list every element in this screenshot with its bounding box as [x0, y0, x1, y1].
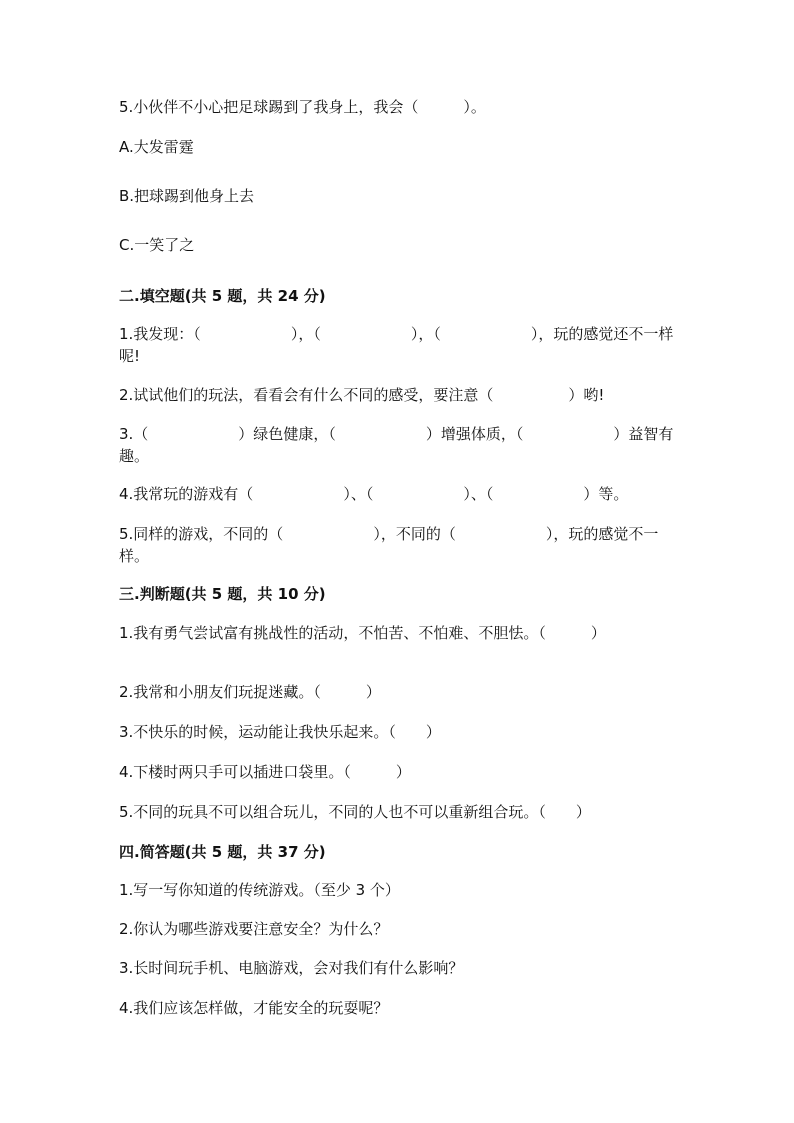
section-heading-fill-in: 二.填空题(共 5 题，共 24 分) — [119, 287, 326, 305]
short-question-2: 2.你认为哪些游戏要注意安全？为什么？ — [119, 920, 389, 938]
judge-question-3: 3.不快乐的时候，运动能让我快乐起来。（ ） — [119, 723, 441, 741]
question-choice-5: 5.小伙伴不小心把足球踢到了我身上，我会（ ）。 — [119, 98, 486, 116]
fill-question-5: 5.同样的游戏，不同的（ ），不同的（ ），玩的感觉不一样。 — [119, 525, 659, 565]
option-c: C.一笑了之 — [119, 236, 195, 254]
option-a: A.大发雷霆 — [119, 138, 194, 156]
fill-question-3: 3.（ ）绿色健康，（ ）增强体质，（ ）益智有趣。 — [119, 425, 674, 465]
short-question-3: 3.长时间玩手机、电脑游戏，会对我们有什么影响？ — [119, 959, 464, 977]
short-question-4: 4.我们应该怎样做，才能安全的玩耍呢？ — [119, 999, 389, 1017]
fill-question-4: 4.我常玩的游戏有（ ）、（ ）、（ ）等。 — [119, 485, 629, 503]
fill-question-2: 2.试试他们的玩法，看看会有什么不同的感受，要注意（ ）哟! — [119, 386, 605, 404]
short-question-1: 1.写一写你知道的传统游戏。（至少 3 个） — [119, 881, 400, 899]
fill-question-1: 1.我发现：（ ），（ ），（ ），玩的感觉还不一样呢! — [119, 325, 674, 365]
judge-question-5: 5.不同的玩具不可以组合玩儿，不同的人也不可以重新组合玩。（ ） — [119, 803, 591, 821]
section-heading-short-answer: 四.简答题(共 5 题，共 37 分) — [119, 843, 326, 861]
section-heading-true-false: 三.判断题(共 5 题，共 10 分) — [119, 585, 326, 603]
judge-question-1: 1.我有勇气尝试富有挑战性的活动，不怕苦、不怕难、不胆怯。（ ） — [119, 624, 606, 642]
judge-question-4: 4.下楼时两只手可以插进口袋里。（ ） — [119, 763, 411, 781]
judge-question-2: 2.我常和小朋友们玩捉迷藏。（ ） — [119, 683, 381, 701]
option-b: B.把球踢到他身上去 — [119, 187, 255, 205]
